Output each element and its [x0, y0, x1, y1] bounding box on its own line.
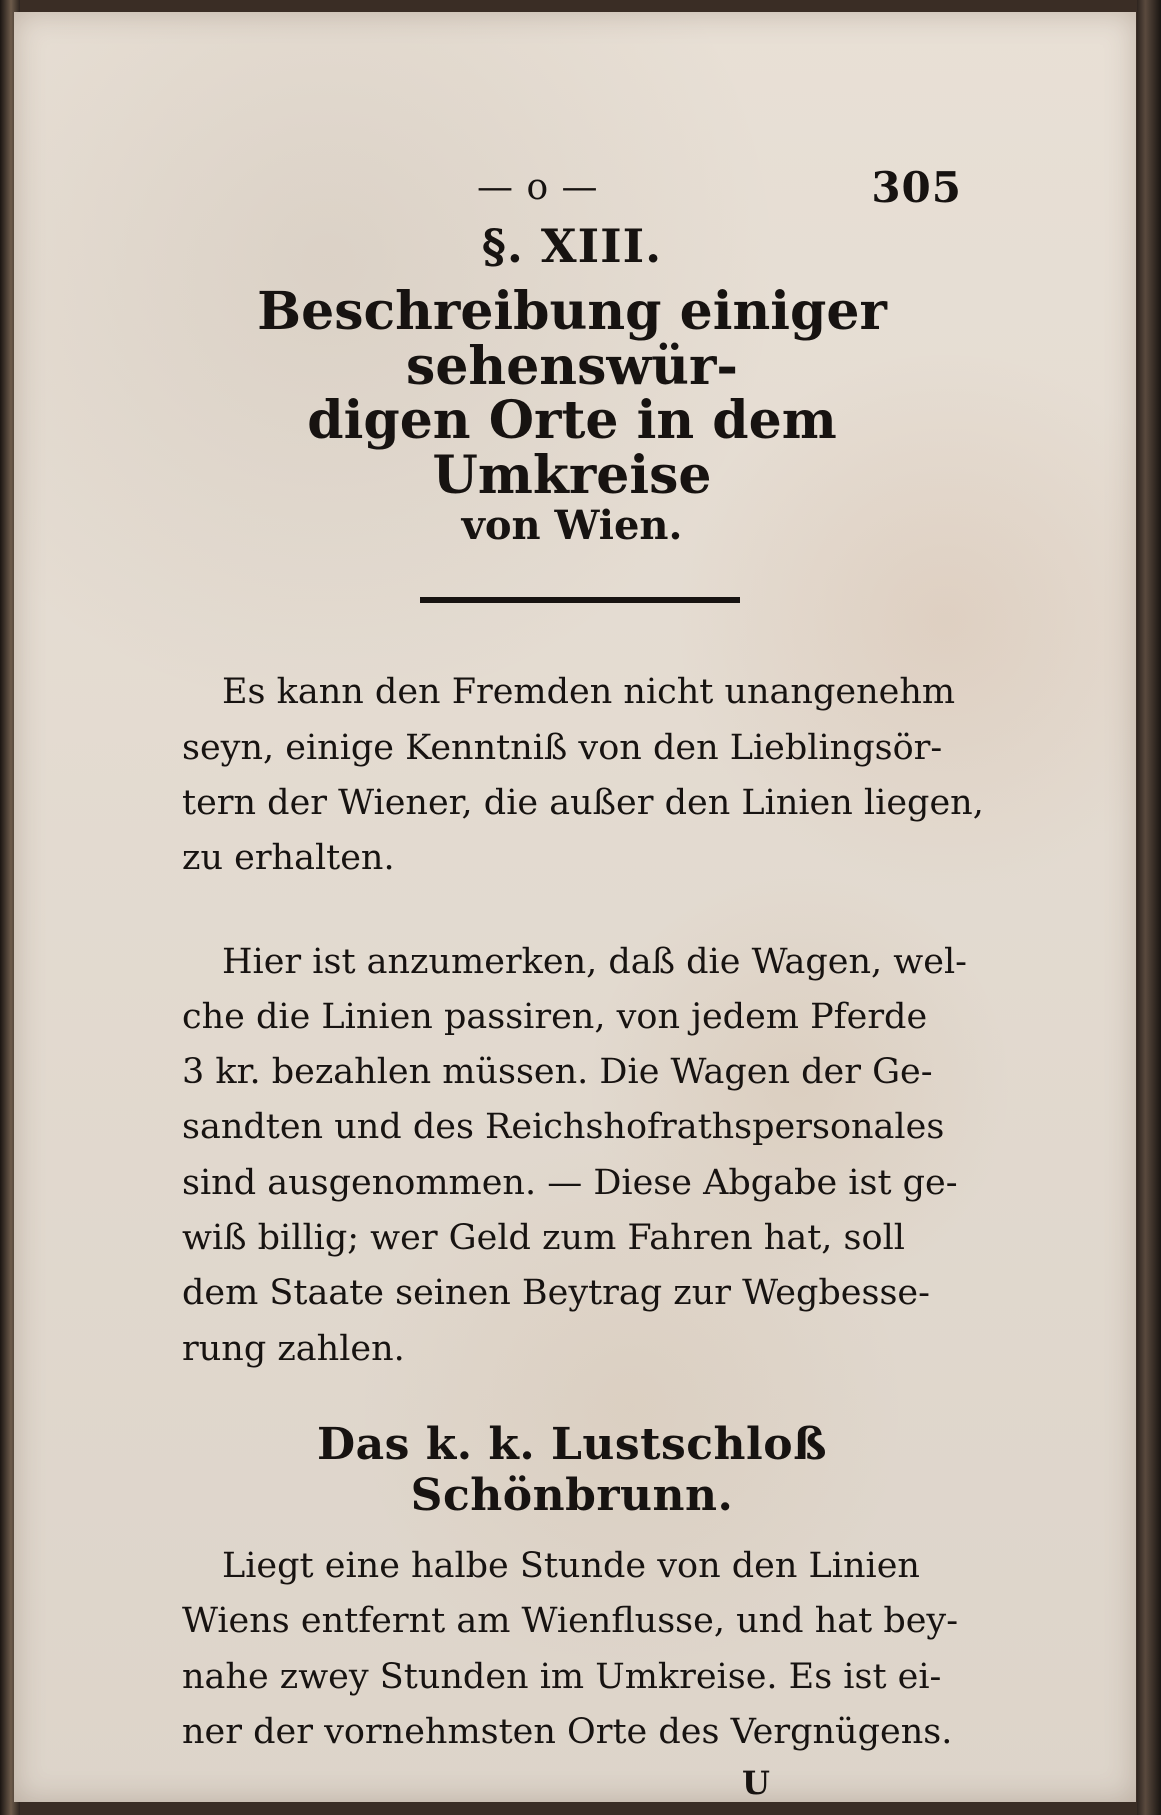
section-title [182, 281, 962, 550]
paragraph-line: 3 kr. bezahlen müssen. Die Wagen der Ge- [182, 1052, 933, 1093]
page-number: 305 [871, 163, 962, 212]
catchword: U [742, 1764, 770, 1803]
paragraph-line: zu erhalten. [182, 838, 395, 879]
book-right-edge [1137, 0, 1161, 1815]
page-content [182, 163, 984, 1803]
paragraph-line: che die Linien passiren, von jedem Pferde [182, 996, 928, 1037]
paragraph-line: dem Staate seinen Beytrag zur Wegbesse- [182, 1273, 930, 1314]
running-head: — o — [477, 167, 599, 208]
book-page [14, 12, 1136, 1802]
section-title-line: von Wien. [461, 502, 683, 550]
paragraph-line: Liegt eine halbe Stunde von den Linien [222, 1545, 920, 1586]
paragraph-1 [182, 665, 984, 886]
paragraph-3 [182, 1539, 962, 1760]
paragraph-line: seyn, einige Kenntniß von den Lieblingsör- [182, 727, 943, 768]
paragraph-line: Es kann den Fremden nicht unangenehm [222, 672, 956, 713]
paragraph-line: ner der vornehmsten Orte des Vergnügens. [182, 1711, 953, 1752]
page-header [182, 163, 962, 223]
title-divider [420, 597, 740, 603]
paragraph-line: sandten und des Reichshofrathspersonales [182, 1107, 945, 1148]
paragraph-line: Hier ist anzumerken, daß die Wagen, wel- [222, 941, 967, 982]
paragraph-line: rung zahlen. [182, 1328, 405, 1369]
section-title-line: digen Orte in dem Umkreise [307, 390, 837, 506]
paragraph-line: nahe zwey Stunden im Umkreise. Es ist ei- [182, 1656, 942, 1697]
paragraph-line: tern der Wiener, die außer den Linien liegen, [182, 782, 984, 823]
paragraph-line: Wiens entfernt am Wienflusse, und hat bey- [182, 1601, 959, 1642]
section-number: §. XIII. [481, 219, 663, 273]
paragraph-line: sind ausgenommen. — Diese Abgabe ist ge- [182, 1162, 958, 1203]
paragraph-line: wiß billig; wer Geld zum Fahren hat, soll [182, 1218, 905, 1259]
subheading: Das k. k. Lustschloß Schönbrunn. [316, 1418, 828, 1521]
section-title-line: Beschreibung einiger sehenswür- [257, 281, 887, 397]
paragraph-2 [182, 935, 967, 1377]
